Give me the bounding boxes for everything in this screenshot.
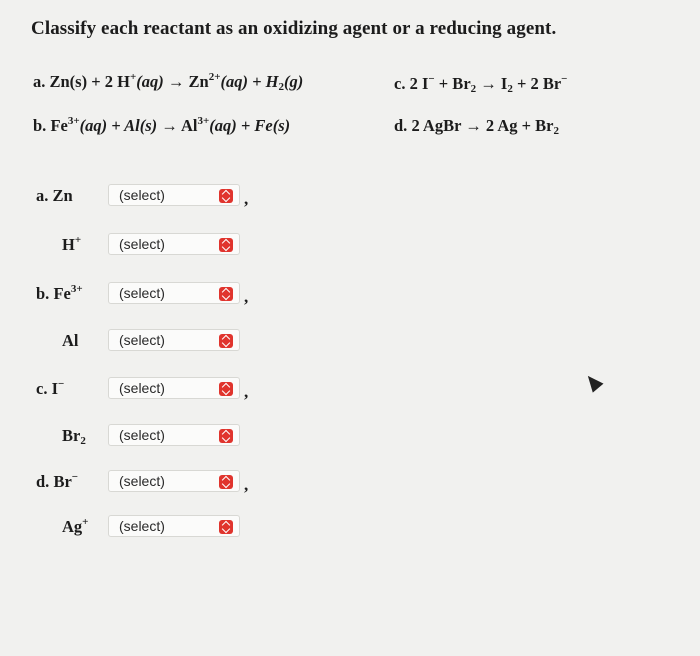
select-al[interactable]	[108, 329, 240, 351]
dropdown-arrows-icon	[219, 189, 233, 203]
select-placeholder: (select)	[119, 332, 165, 348]
species-label-i: c. I−	[36, 378, 65, 398]
select-placeholder: (select)	[119, 473, 165, 489]
dropdown-arrows-icon	[219, 475, 233, 489]
select-placeholder: (select)	[119, 187, 165, 203]
species-label-h: H+	[62, 234, 82, 254]
reaction-arrow: →	[161, 116, 178, 135]
answer-row-d-ag	[0, 515, 300, 541]
species-label-br2: $Br_2$	[62, 426, 86, 447]
species-label-ag: Ag+	[62, 516, 89, 536]
species-label-fe: b. $Fe^{3+}$	[36, 283, 83, 303]
select-placeholder: (select)	[119, 285, 165, 301]
answer-row-a-zn: a. Zn (select) ,	[36, 186, 249, 208]
species-label-br-minus: d. Br−	[36, 471, 79, 491]
reaction-c: c. 2 $I^- + Br_2 \to I_2 + 2$ Br−	[394, 73, 568, 95]
select-placeholder: (select)	[119, 236, 165, 252]
answer-row-a-h	[0, 233, 300, 259]
reaction-b: b. $Fe^{3+}(aq) + Al(s) \to Al^{3+}(aq) + Fe(s)$	[33, 115, 291, 135]
answer-row-c-i: c. I− (select) ,	[36, 378, 249, 401]
answer-row-b-fe: b. $Fe^{3+}$ (select) ,	[36, 283, 249, 306]
answer-row-d-br: d. Br− (select) ,	[36, 471, 249, 494]
select-placeholder: (select)	[119, 380, 165, 396]
species-label-zn: a. Zn	[36, 186, 73, 205]
species-label-al: Al	[62, 331, 79, 350]
select-placeholder: (select)	[119, 427, 165, 443]
mouse-cursor-icon	[582, 371, 603, 392]
select-br2[interactable]	[108, 424, 240, 446]
dropdown-arrows-icon	[219, 382, 233, 396]
question-title: Classify each reactant as an oxidizing agent or a reducing agent.	[31, 18, 557, 39]
dropdown-arrows-icon	[219, 520, 233, 534]
select-fe3-plus[interactable]	[108, 282, 240, 304]
answer-row-c-br2	[0, 424, 300, 450]
select-zn[interactable]	[108, 184, 240, 206]
select-br-minus[interactable]	[108, 470, 240, 492]
reaction-arrow: →	[465, 116, 482, 135]
reaction-arrow: →	[167, 72, 185, 91]
select-i-minus[interactable]	[108, 377, 240, 399]
dropdown-arrows-icon	[219, 238, 233, 252]
dropdown-arrows-icon	[219, 287, 233, 301]
dropdown-arrows-icon	[219, 334, 233, 348]
select-ag-plus[interactable]	[108, 515, 240, 537]
answer-row-b-al	[0, 329, 300, 355]
reaction-arrow: →	[480, 74, 497, 93]
dropdown-arrows-icon	[219, 429, 233, 443]
reaction-a: a. Zn(s) + 2 $H^+(aq) \to Zn^{2+}(aq) + H_2(g)$	[33, 71, 304, 93]
select-placeholder: (select)	[119, 518, 165, 534]
select-h-plus[interactable]	[108, 233, 240, 255]
reaction-d: d. 2 AgBr → 2 $Ag + Br_2$	[394, 116, 559, 137]
